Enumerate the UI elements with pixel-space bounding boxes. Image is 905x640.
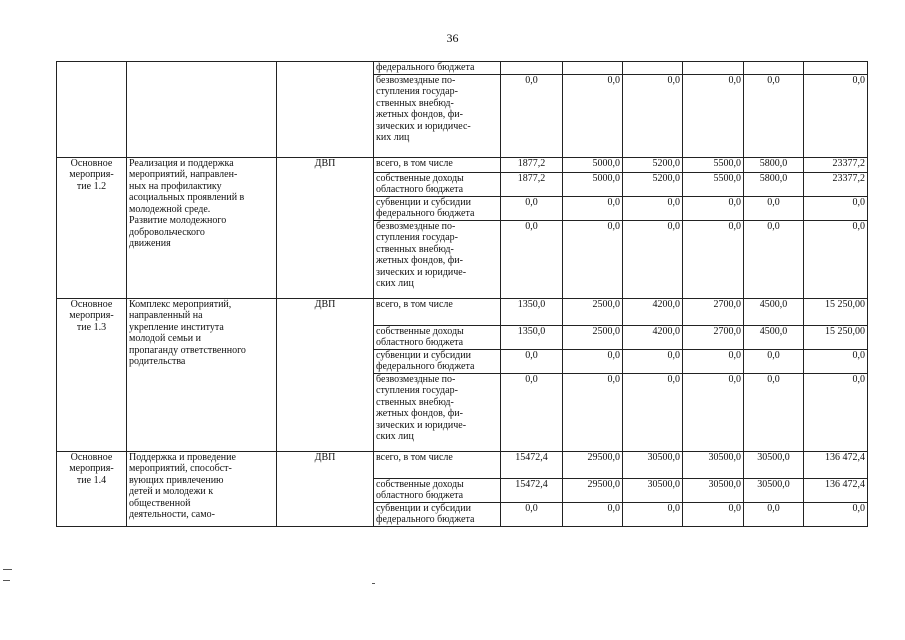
year-value-cell: 5500,0 xyxy=(683,172,744,196)
year-value-cell: 4500,0 xyxy=(744,325,804,349)
total-value-cell: 23377,2 xyxy=(804,157,868,172)
year-value-cell: 0,0 xyxy=(683,220,744,298)
year-value-cell: 1877,2 xyxy=(501,172,563,196)
year-value-cell: 0,0 xyxy=(623,373,683,451)
year-value-cell xyxy=(501,62,563,75)
year-value-cell: 1877,2 xyxy=(501,157,563,172)
year-value-cell: 5800,0 xyxy=(744,157,804,172)
year-value-cell: 15472,4 xyxy=(501,478,563,502)
year-value-cell: 0,0 xyxy=(623,220,683,298)
year-value-cell: 0,0 xyxy=(501,74,563,157)
year-value-cell: 0,0 xyxy=(623,502,683,526)
year-value-cell: 5000,0 xyxy=(563,172,623,196)
executor-cell: ДВП xyxy=(277,157,374,298)
year-value-cell: 0,0 xyxy=(563,220,623,298)
measure-type-cell: Основное мероприя- тие 1.3 xyxy=(57,298,127,451)
year-value-cell: 29500,0 xyxy=(563,478,623,502)
year-value-cell xyxy=(623,62,683,75)
year-value-cell: 5500,0 xyxy=(683,157,744,172)
year-value-cell: 30500,0 xyxy=(744,478,804,502)
year-value-cell: 0,0 xyxy=(683,74,744,157)
funding-source-cell: субвенции и субсидии федерального бюджета xyxy=(374,502,501,526)
year-value-cell: 30500,0 xyxy=(683,478,744,502)
total-value-cell: 136 472,4 xyxy=(804,478,868,502)
measure-type-cell: Основное мероприя- тие 1.4 xyxy=(57,451,127,526)
year-value-cell: 5000,0 xyxy=(563,157,623,172)
total-value-cell: 15 250,00 xyxy=(804,298,868,325)
total-value-cell: 0,0 xyxy=(804,74,868,157)
year-value-cell: 0,0 xyxy=(683,349,744,373)
year-value-cell: 0,0 xyxy=(683,373,744,451)
year-value-cell: 15472,4 xyxy=(501,451,563,478)
funding-source-cell: безвозмездные по- ступления государ- ственных внебюд- жетных фондов, фи- зических и юридичес- ких лиц xyxy=(374,74,501,157)
total-value-cell: 0,0 xyxy=(804,373,868,451)
year-value-cell: 30500,0 xyxy=(744,451,804,478)
year-value-cell: 0,0 xyxy=(683,196,744,220)
funding-source-cell: безвозмездные по- ступления государ- ственных внебюд- жетных фондов, фи- зических и юридиче- ских лиц xyxy=(374,220,501,298)
funding-source-cell: всего, в том числе xyxy=(374,298,501,325)
year-value-cell: 0,0 xyxy=(563,196,623,220)
page-number: 36 xyxy=(446,31,459,45)
year-value-cell: 0,0 xyxy=(501,196,563,220)
year-value-cell: 0,0 xyxy=(501,220,563,298)
total-value-cell: 136 472,4 xyxy=(804,451,868,478)
year-value-cell: 0,0 xyxy=(744,74,804,157)
year-value-cell xyxy=(563,62,623,75)
total-value-cell: 0,0 xyxy=(804,220,868,298)
year-value-cell: 4500,0 xyxy=(744,298,804,325)
year-value-cell: 2500,0 xyxy=(563,298,623,325)
year-value-cell: 0,0 xyxy=(744,349,804,373)
year-value-cell: 0,0 xyxy=(563,373,623,451)
measure-type-cell: Основное мероприя- тие 1.2 xyxy=(57,157,127,298)
year-value-cell: 0,0 xyxy=(623,349,683,373)
program-budget-table xyxy=(56,61,868,527)
year-value-cell: 0,0 xyxy=(744,502,804,526)
measure-name-cell xyxy=(127,62,277,158)
funding-source-cell: собственные доходы областного бюджета xyxy=(374,478,501,502)
funding-source-cell: субвенции и субсидии федерального бюджета xyxy=(374,349,501,373)
year-value-cell: 2700,0 xyxy=(683,325,744,349)
year-value-cell: 1350,0 xyxy=(501,298,563,325)
year-value-cell: 0,0 xyxy=(744,373,804,451)
measure-name-cell: Поддержка и проведение мероприятий, способст- вующих привлечению детей и молодежи к общественной деятельности, само- xyxy=(127,451,277,526)
year-value-cell: 0,0 xyxy=(744,196,804,220)
year-value-cell xyxy=(683,62,744,75)
year-value-cell: 29500,0 xyxy=(563,451,623,478)
year-value-cell xyxy=(744,62,804,75)
funding-source-cell: безвозмездные по- ступления государ- ственных внебюд- жетных фондов, фи- зических и юридиче- ских лиц xyxy=(374,373,501,451)
year-value-cell: 4200,0 xyxy=(623,298,683,325)
total-value-cell: 0,0 xyxy=(804,196,868,220)
year-value-cell: 0,0 xyxy=(501,349,563,373)
funding-source-cell: собственные доходы областного бюджета xyxy=(374,325,501,349)
table-row xyxy=(57,298,868,325)
measure-name-cell: Комплекс мероприятий, направленный на укрепление института молодой семьи и пропаганду ответственного родительства xyxy=(127,298,277,451)
measure-name-cell: Реализация и поддержка мероприятий, направлен- ных на профилактику асоциальных проявлений в молодежной среде. Развитие молодежного добровольческого движения xyxy=(127,157,277,298)
year-value-cell: 30500,0 xyxy=(623,451,683,478)
year-value-cell: 4200,0 xyxy=(623,325,683,349)
executor-cell: ДВП xyxy=(277,451,374,526)
scan-mark xyxy=(3,569,12,570)
total-value-cell xyxy=(804,62,868,75)
funding-source-cell: федерального бюджета xyxy=(374,62,501,75)
year-value-cell: 30500,0 xyxy=(623,478,683,502)
year-value-cell: 5800,0 xyxy=(744,172,804,196)
year-value-cell: 1350,0 xyxy=(501,325,563,349)
year-value-cell: 0,0 xyxy=(501,373,563,451)
year-value-cell: 0,0 xyxy=(563,349,623,373)
table-row xyxy=(57,157,868,172)
funding-source-cell: собственные доходы областного бюджета xyxy=(374,172,501,196)
year-value-cell: 0,0 xyxy=(683,502,744,526)
scan-mark xyxy=(372,583,375,584)
scan-mark xyxy=(3,580,10,581)
table-row xyxy=(57,451,868,478)
funding-source-cell: всего, в том числе xyxy=(374,157,501,172)
year-value-cell: 5200,0 xyxy=(623,172,683,196)
year-value-cell: 0,0 xyxy=(623,74,683,157)
year-value-cell: 0,0 xyxy=(744,220,804,298)
executor-cell: ДВП xyxy=(277,298,374,451)
year-value-cell: 5200,0 xyxy=(623,157,683,172)
year-value-cell: 0,0 xyxy=(563,502,623,526)
year-value-cell: 0,0 xyxy=(623,196,683,220)
total-value-cell: 15 250,00 xyxy=(804,325,868,349)
total-value-cell: 0,0 xyxy=(804,349,868,373)
year-value-cell: 0,0 xyxy=(563,74,623,157)
year-value-cell: 30500,0 xyxy=(683,451,744,478)
year-value-cell: 2700,0 xyxy=(683,298,744,325)
funding-source-cell: субвенции и субсидии федерального бюджета xyxy=(374,196,501,220)
total-value-cell: 0,0 xyxy=(804,502,868,526)
total-value-cell: 23377,2 xyxy=(804,172,868,196)
year-value-cell: 0,0 xyxy=(501,502,563,526)
year-value-cell: 2500,0 xyxy=(563,325,623,349)
executor-cell xyxy=(277,62,374,158)
measure-type-cell xyxy=(57,62,127,158)
funding-source-cell: всего, в том числе xyxy=(374,451,501,478)
table-row xyxy=(57,62,868,75)
